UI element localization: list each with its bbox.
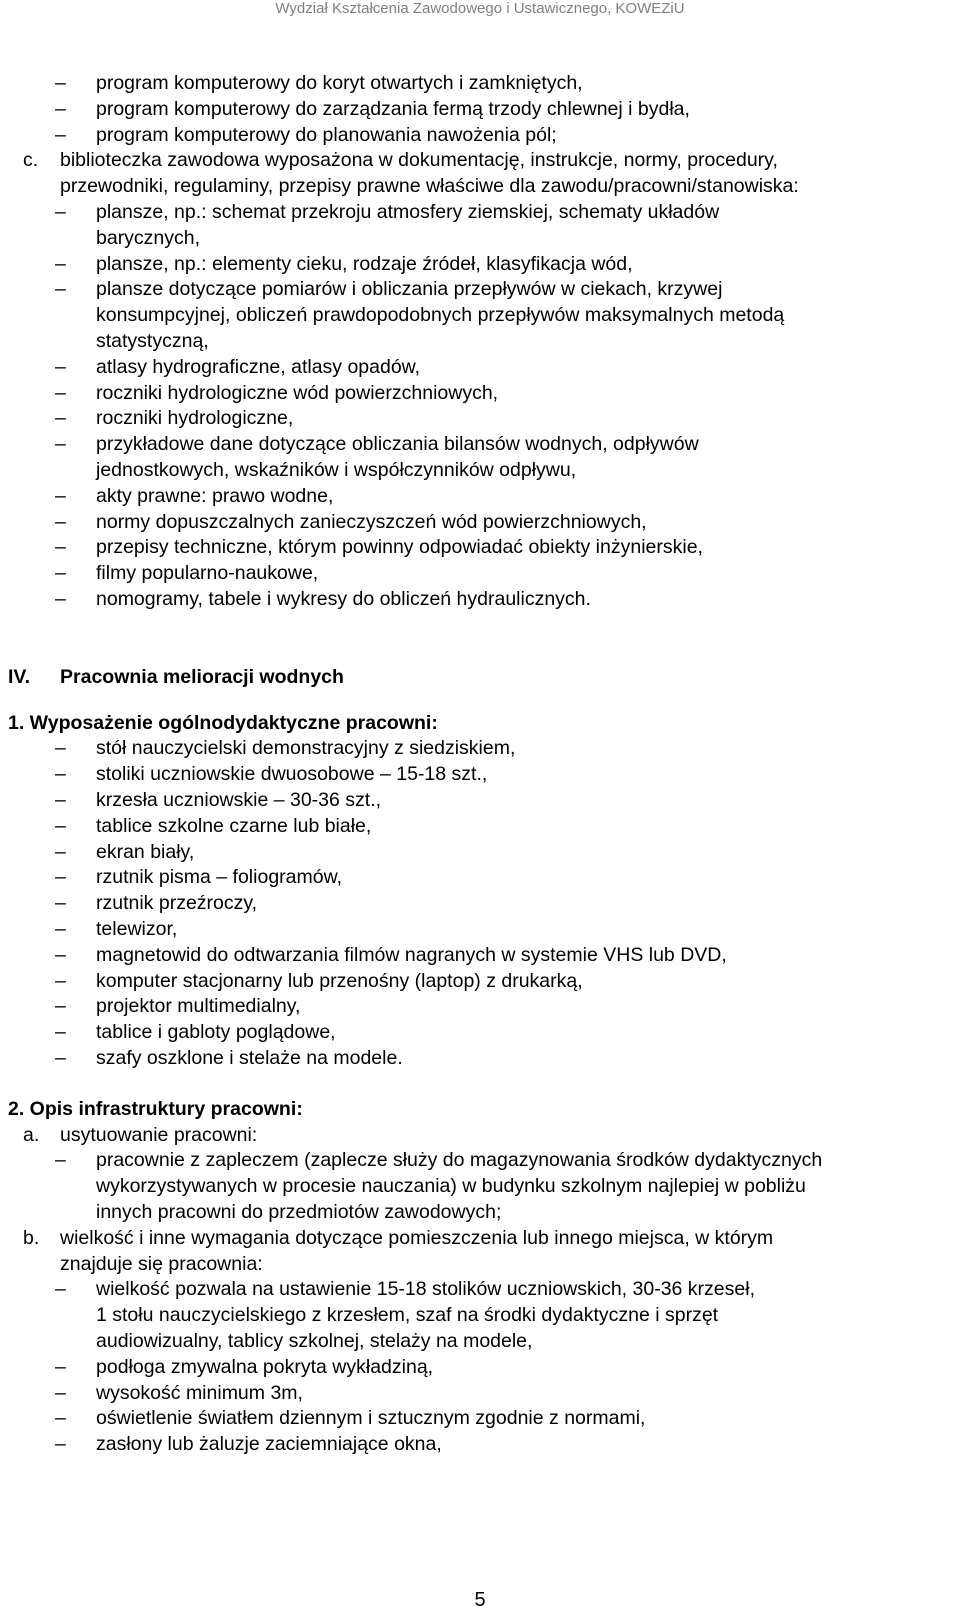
list-item-text: plansze, np.: elementy cieku, rodzaje źródeł, klasyfikacja wód,	[96, 252, 633, 275]
subsection-heading: 1. Wyposażenie ogólnodydaktyczne pracowni:	[8, 711, 438, 734]
list-item-text: ekran biały,	[96, 840, 195, 863]
section-number: IV.	[8, 665, 31, 688]
list-item-text: znajduje się pracownia:	[60, 1252, 263, 1275]
dash-bullet: –	[55, 355, 66, 378]
dash-bullet: –	[55, 536, 66, 559]
dash-bullet: –	[55, 1407, 66, 1430]
dash-bullet: –	[55, 588, 66, 610]
dash-bullet: –	[55, 97, 66, 120]
page-number: 5	[474, 1589, 486, 1611]
list-item-text: nomogramy, tabele i wykresy do obliczeń hydraulicznych.	[96, 588, 591, 610]
list-item-text: tablice i gabloty poglądowe,	[96, 1021, 336, 1044]
list-item-text: krzesła uczniowskie – 30-36 szt.,	[96, 789, 382, 811]
dash-bullet: –	[55, 1149, 66, 1172]
list-item-text: innych pracowni do przedmiotów zawodowych;	[96, 1201, 502, 1223]
list-item-text: usytuowanie pracowni:	[60, 1123, 258, 1146]
list-marker: b.	[23, 1226, 40, 1249]
list-item-text: program komputerowy do zarządzania fermą trzody chlewnej i bydła,	[96, 97, 690, 120]
list-item-text: statystyczną,	[96, 330, 209, 352]
dash-bullet: –	[55, 892, 66, 915]
list-item-text: stół nauczycielski demonstracyjny z siedziskiem,	[96, 737, 516, 760]
dash-bullet: –	[55, 123, 66, 146]
list-item-text: magnetowid do odtwarzania filmów nagranych w systemie VHS lub DVD,	[96, 943, 727, 966]
list-marker: a.	[23, 1123, 40, 1146]
dash-bullet: –	[55, 484, 66, 507]
list-item-text: wielkość i inne wymagania dotyczące pomieszczenia lub innego miejsca, w którym	[60, 1226, 774, 1249]
list-item-text: normy dopuszczalnych zanieczyszczeń wód powierzchniowych,	[96, 510, 647, 533]
list-item-text: roczniki hydrologiczne wód powierzchniowych,	[96, 381, 499, 404]
list-item-text: oświetlenie światłem dziennym i sztucznym zgodnie z normami,	[96, 1407, 646, 1430]
list-item-text: podłoga zmywalna pokryta wykładziną,	[96, 1355, 434, 1378]
dash-bullet: –	[55, 814, 66, 837]
dash-bullet: –	[55, 943, 66, 966]
list-item-text: atlasy hydrograficzne, atlasy opadów,	[96, 355, 421, 378]
dash-bullet: –	[55, 278, 66, 301]
list-item-text: jednostkowych, wskaźników i współczynników odpływu,	[96, 459, 577, 481]
list-item-text: projektor multimedialny,	[96, 995, 301, 1018]
list-item-text: akty prawne: prawo wodne,	[96, 484, 334, 507]
list-item-text: program komputerowy do planowania nawożenia pól;	[96, 123, 557, 146]
dash-bullet: –	[55, 510, 66, 533]
list-item-text: biblioteczka zawodowa wyposażona w dokumentację, instrukcje, normy, procedury,	[60, 149, 778, 172]
dash-bullet: –	[55, 1278, 66, 1301]
subsection-heading: 2. Opis infrastruktury pracowni:	[8, 1097, 303, 1120]
dash-bullet: –	[55, 1021, 66, 1044]
page-header: Wydział Kształcenia Zawodowego i Ustawicznego, KOWEZiU	[275, 0, 685, 17]
list-item-text: audiowizualny, tablicy szkolnej, stelaży na modele,	[96, 1330, 533, 1352]
list-item-text: filmy popularno-naukowe,	[96, 562, 319, 585]
dash-bullet: –	[55, 1433, 66, 1456]
dash-bullet: –	[55, 1355, 66, 1378]
list-item-text: wielkość pozwala na ustawienie 15-18 stolików uczniowskich, 30-36 krzeseł,	[96, 1278, 755, 1301]
dash-bullet: –	[55, 737, 66, 760]
list-item-text: wysokość minimum 3m,	[96, 1381, 303, 1404]
list-item-text: komputer stacjonarny lub przenośny (laptop) z drukarką,	[96, 969, 583, 992]
list-item-text: tablice szkolne czarne lub białe,	[96, 814, 372, 837]
dash-bullet: –	[55, 969, 66, 992]
list-item-text: rzutnik pisma – foliogramów,	[96, 866, 343, 889]
dash-bullet: –	[55, 1381, 66, 1404]
list-item-text: zasłony lub żaluzje zaciemniające okna,	[96, 1433, 442, 1456]
dash-bullet: –	[55, 407, 66, 430]
dash-bullet: –	[55, 918, 66, 940]
list-item-text: plansze dotyczące pomiarów i obliczania przepływów w ciekach, krzywej	[96, 278, 723, 301]
list-item-text: przepisy techniczne, którym powinny odpowiadać obiekty inżynierskie,	[96, 536, 703, 559]
dash-bullet: –	[55, 433, 66, 456]
list-item-text: wykorzystywanych w procesie nauczania) w budynku szkolnym najlepiej w pobliżu	[96, 1175, 806, 1198]
list-item-text: 1 stołu nauczycielskiego z krzesłem, szaf na środki dydaktyczne i sprzęt	[96, 1304, 719, 1327]
section-title: Pracownia melioracji wodnych	[60, 665, 344, 688]
dash-bullet: –	[55, 840, 66, 863]
list-item-text: plansze, np.: schemat przekroju atmosfery ziemskiej, schematy układów	[96, 201, 720, 223]
list-item-text: roczniki hydrologiczne,	[96, 407, 294, 430]
dash-bullet: –	[55, 562, 66, 585]
dash-bullet: –	[55, 789, 66, 811]
list-item-text: przykładowe dane dotyczące obliczania bilansów wodnych, odpływów	[96, 433, 699, 456]
list-item-text: stoliki uczniowskie dwuosobowe – 15-18 szt.,	[96, 763, 488, 786]
dash-bullet: –	[55, 201, 66, 223]
dash-bullet: –	[55, 1047, 66, 1069]
dash-bullet: –	[55, 381, 66, 404]
list-marker: c.	[23, 149, 39, 172]
list-item-text: szafy oszklone i stelaże na modele.	[96, 1047, 403, 1069]
dash-bullet: –	[55, 995, 66, 1018]
list-item-text: konsumpcyjnej, obliczeń prawdopodobnych przepływów maksymalnych metodą	[96, 304, 785, 327]
list-item-text: rzutnik przeźroczy,	[96, 892, 258, 915]
list-item-text: program komputerowy do koryt otwartych i zamkniętych,	[96, 72, 583, 94]
list-item-text: barycznych,	[96, 226, 201, 249]
dash-bullet: –	[55, 866, 66, 889]
dash-bullet: –	[55, 252, 66, 275]
dash-bullet: –	[55, 763, 66, 786]
list-item-text: pracownie z zapleczem (zaplecze służy do magazynowania środków dydaktycznych	[96, 1149, 823, 1172]
dash-bullet: –	[55, 72, 66, 94]
list-item-text: telewizor,	[96, 918, 178, 940]
list-item-text: przewodniki, regulaminy, przepisy prawne właściwe dla zawodu/pracowni/stanowiska:	[60, 175, 799, 198]
